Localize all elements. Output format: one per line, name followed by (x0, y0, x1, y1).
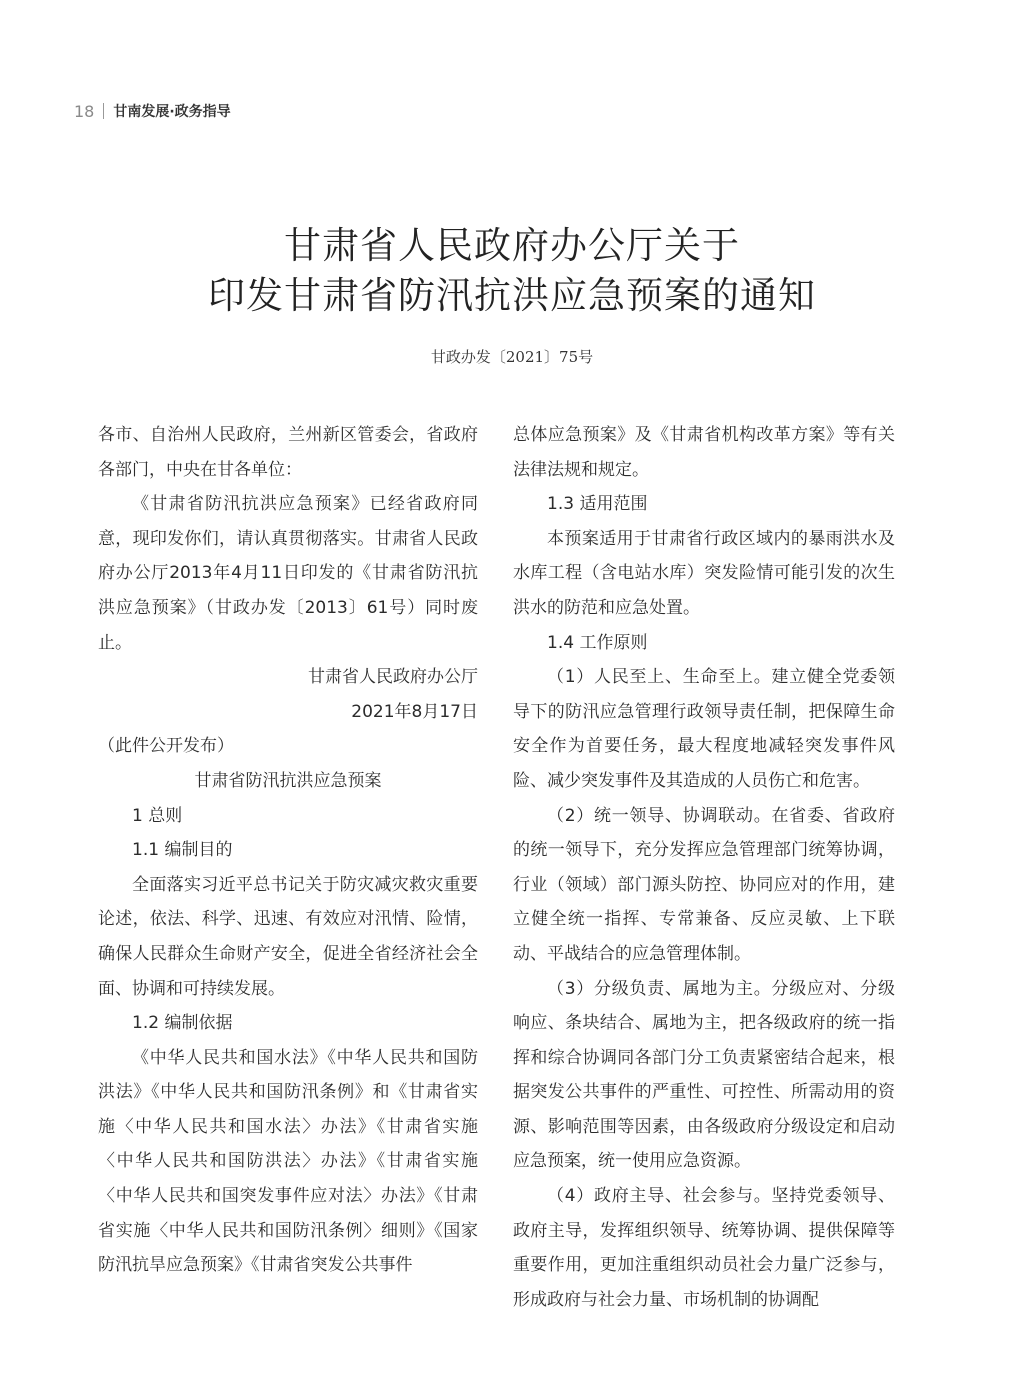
section-text: 《中华人民共和国水法》《中华人民共和国防洪法》《中华人民共和国防汛条例》和《甘肃省实施〈中华人民共和国水法〉办法》《甘肃省实施〈中华人民共和国防洪法〉办法》《甘肃省实施〈中华人民共和国突发事件应对法〉办法》《甘肃省实施〈中华人民共和国防汛条例〉细则》《国家防汛抗旱应急预案》《甘肃省突发公共事件 (98, 1047, 478, 1276)
document-title-line-2: 印发甘肃省防汛抗洪应急预案的通知 (208, 274, 816, 317)
issuer: 甘肃省人民政府办公厅 (308, 667, 478, 688)
issue-date: 2021年8月17日 (351, 701, 478, 722)
section-text: 本预案适用于甘肃省行政区域内的暴雨洪水及水库工程（含电站水库）突发险情可能引发的次生洪水的防范和应急处置。 (513, 528, 895, 618)
header-divider (103, 103, 104, 119)
section-heading: 1.3 适用范围 (547, 494, 648, 515)
section-heading: 1 总则 (132, 805, 183, 826)
running-header (74, 101, 231, 121)
section-text: 全面落实习近平总书记关于防灾减灾救灾重要论述，依法、科学、迅速、有效应对汛情、险情，确保人民群众生命财产安全，促进全省经济社会全面、协调和可持续发展。 (98, 874, 478, 999)
publish-note: （此件公开发布） (98, 736, 234, 757)
section-heading: 1.1 编制目的 (132, 840, 233, 861)
document-title-line-1: 甘肃省人民政府办公厅关于 (284, 224, 740, 267)
page-number: 18 (74, 101, 95, 121)
document-number: 甘政办发〔2021〕75号 (430, 348, 594, 366)
principle-paragraph: （2）统一领导、协调联动。在省委、省政府的统一领导下，充分发挥应急管理部门统筹协调，行业（领域）部门源头防控、协同应对的作用，建立健全统一指挥、专常兼备、反应灵敏、上下联动、平战结合的应急管理体制。 (513, 805, 895, 964)
continued-text: 总体应急预案》及《甘肃省机构改革方案》等有关法律法规和规定。 (513, 425, 895, 480)
left-column (98, 418, 478, 1283)
publication-name: 甘南发展·政务指导 (113, 104, 231, 120)
principle-paragraph: （1）人民至上、生命至上。建立健全党委领导下的防汛应急管理行政领导责任制，把保障生命安全作为首要任务，最大程度地减轻突发事件风险、减少突发事件及其造成的人员伤亡和危害。 (513, 667, 895, 791)
section-heading: 1.4 工作原则 (547, 632, 648, 653)
section-heading: 1.2 编制依据 (132, 1013, 233, 1034)
right-column (513, 418, 895, 1317)
addressee: 各市、自治州人民政府，兰州新区管委会，省政府各部门，中央在甘各单位： (98, 425, 478, 480)
notice-body: 《甘肃省防汛抗洪应急预案》已经省政府同意，现印发你们，请认真贯彻落实。甘肃省人民政府办公厅2013年4月11日印发的《甘肃省防汛抗洪应急预案》（甘政办发〔2013〕61号）同时废止。 (98, 494, 478, 653)
principle-paragraph: （3）分级负责、属地为主。分级应对、分级响应、条块结合、属地为主，把各级政府的统一指挥和综合协调同各部门分工负责紧密结合起来，根据突发公共事件的严重性、可控性、所需动用的资源、影响范围等因素，由各级政府分级设定和启动应急预案，统一使用应急资源。 (513, 978, 895, 1172)
plan-title: 甘肃省防汛抗洪应急预案 (194, 770, 382, 791)
principle-paragraph: （4）政府主导、社会参与。坚持党委领导、政府主导，发挥组织领导、统筹协调、提供保障等重要作用，更加注重组织动员社会力量广泛参与，形成政府与社会力量、市场机制的协调配 (513, 1186, 895, 1310)
